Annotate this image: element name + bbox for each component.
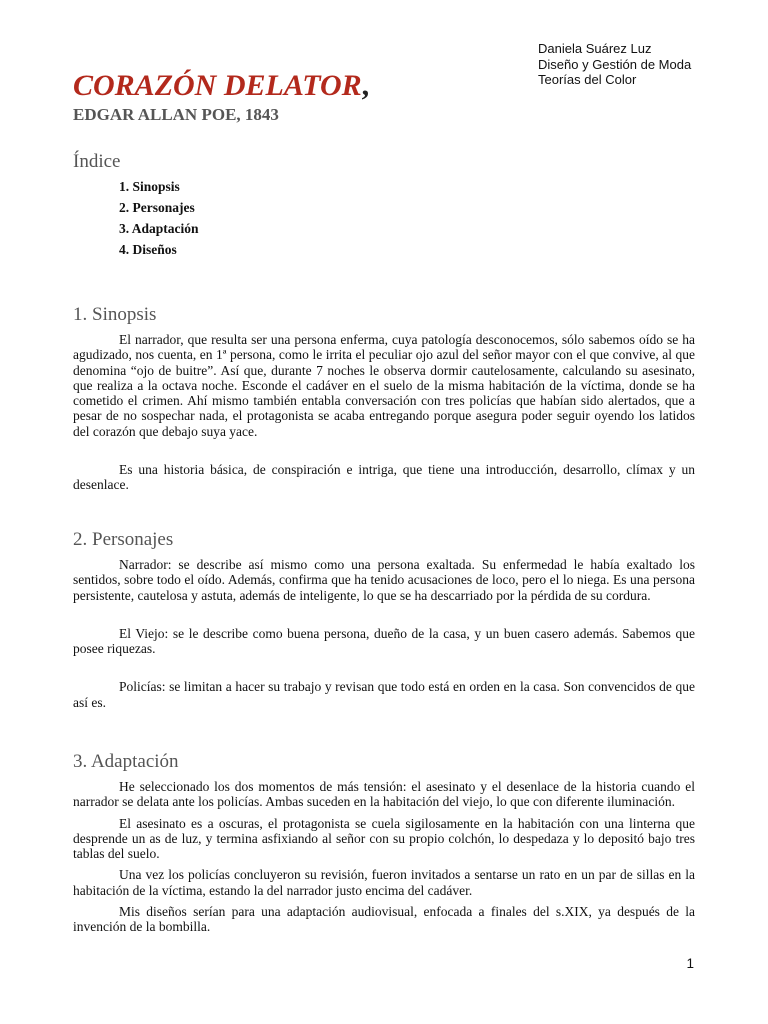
- paragraph: Policías: se limitan a hacer su trabajo y revisan que todo está en orden en la casa. Son convencidos de que así es.: [73, 679, 695, 710]
- index-heading: Índice: [73, 151, 121, 172]
- paragraph: Mis diseños serían para una adaptación audiovisual, enfocada a finales del s.XIX, ya después de la invención de la bombilla.: [73, 904, 695, 935]
- header-info: [538, 41, 758, 88]
- document-subtitle: EDGAR ALLAN POE, 1843: [73, 105, 279, 124]
- section-heading: 2. Personajes: [73, 529, 174, 550]
- title-text: CORAZÓN DELATOR: [73, 69, 362, 102]
- program-name: Diseño y Gestión de Moda: [538, 56, 692, 72]
- section-heading: 3. Adaptación: [73, 751, 179, 772]
- section-heading: 1. Sinopsis: [73, 304, 157, 325]
- index-item: 1. Sinopsis: [119, 179, 180, 194]
- paragraph: El narrador, que resulta ser una persona enferma, cuya patología desconocemos, sólo sabemos oído se ha agudizado, nos cuenta, en 1ª persona, como le irrita el peculiar ojo azul del señor mayor con el que convive, al que denomina “ojo de buitre”. Así que, durante 7 noches le observa dormir cautelosamente, calculando su asesinato, que realiza a la octava noche. Esconde el cadáver en el suelo de la misma habitación de la víctima, donde se ha cometido el crimen. Ahí mismo también entabla conversación con tres policías que habían sido alertados, que a pesar de no sospechar nada, el protagonista se acaba entregando porque asegura poder seguir oyendo los latidos del corazón que debajo suya yace.: [73, 332, 695, 439]
- section-sinopsis: [73, 303, 695, 493]
- page-number: 1: [686, 956, 694, 971]
- document-title: [73, 68, 369, 104]
- paragraph: Es una historia básica, de conspiración e intriga, que tiene una introducción, desarrollo, clímax y un desenlace.: [73, 462, 695, 493]
- section-adaptacion: [73, 750, 695, 935]
- paragraph: Narrador: se describe así mismo como una persona exaltada. Su enfermedad le había exaltado los sentidos, sobre todo el oído. Además, confirma que ha tenido acusaciones de loco, pero el lo niega. Es una persona persistente, cautelosa y astuta, además de inteligente, lo que se ha descarriado por la pérdida de su cordura.: [73, 557, 695, 603]
- index-item: 3. Adaptación: [119, 221, 199, 236]
- paragraph: He seleccionado los dos momentos de más tensión: el asesinato y el desenlace de la historia cuando el narrador se delata ante los policías. Ambas suceden en la habitación del viejo, lo que con diferente iluminación.: [73, 779, 695, 810]
- title-comma: ,: [361, 69, 370, 102]
- author-name: Daniela Suárez Luz: [538, 41, 652, 56]
- index-list: [119, 178, 199, 262]
- course-name: Teorías del Color: [538, 72, 637, 87]
- paragraph: Una vez los policías concluyeron su revisión, fueron invitados a sentarse un rato en un par de sillas en la habitación de la víctima, estando la del narrador justo encima del cadáver.: [73, 867, 695, 898]
- paragraph: El asesinato es a oscuras, el protagonista se cuela sigilosamente en la habitación con una linterna que desprende un as de luz, y termina asfixiando al señor con su propio colchón, lo despedaza y lo depositó bajo tres tablas del suelo.: [73, 815, 695, 862]
- section-personajes: [73, 528, 695, 710]
- index-item: 2. Personajes: [119, 200, 195, 215]
- paragraph: El Viejo: se le describe como buena persona, dueño de la casa, y un buen casero además. Sabemos que posee riquezas.: [73, 625, 695, 657]
- index-item: 4. Diseños: [119, 242, 177, 257]
